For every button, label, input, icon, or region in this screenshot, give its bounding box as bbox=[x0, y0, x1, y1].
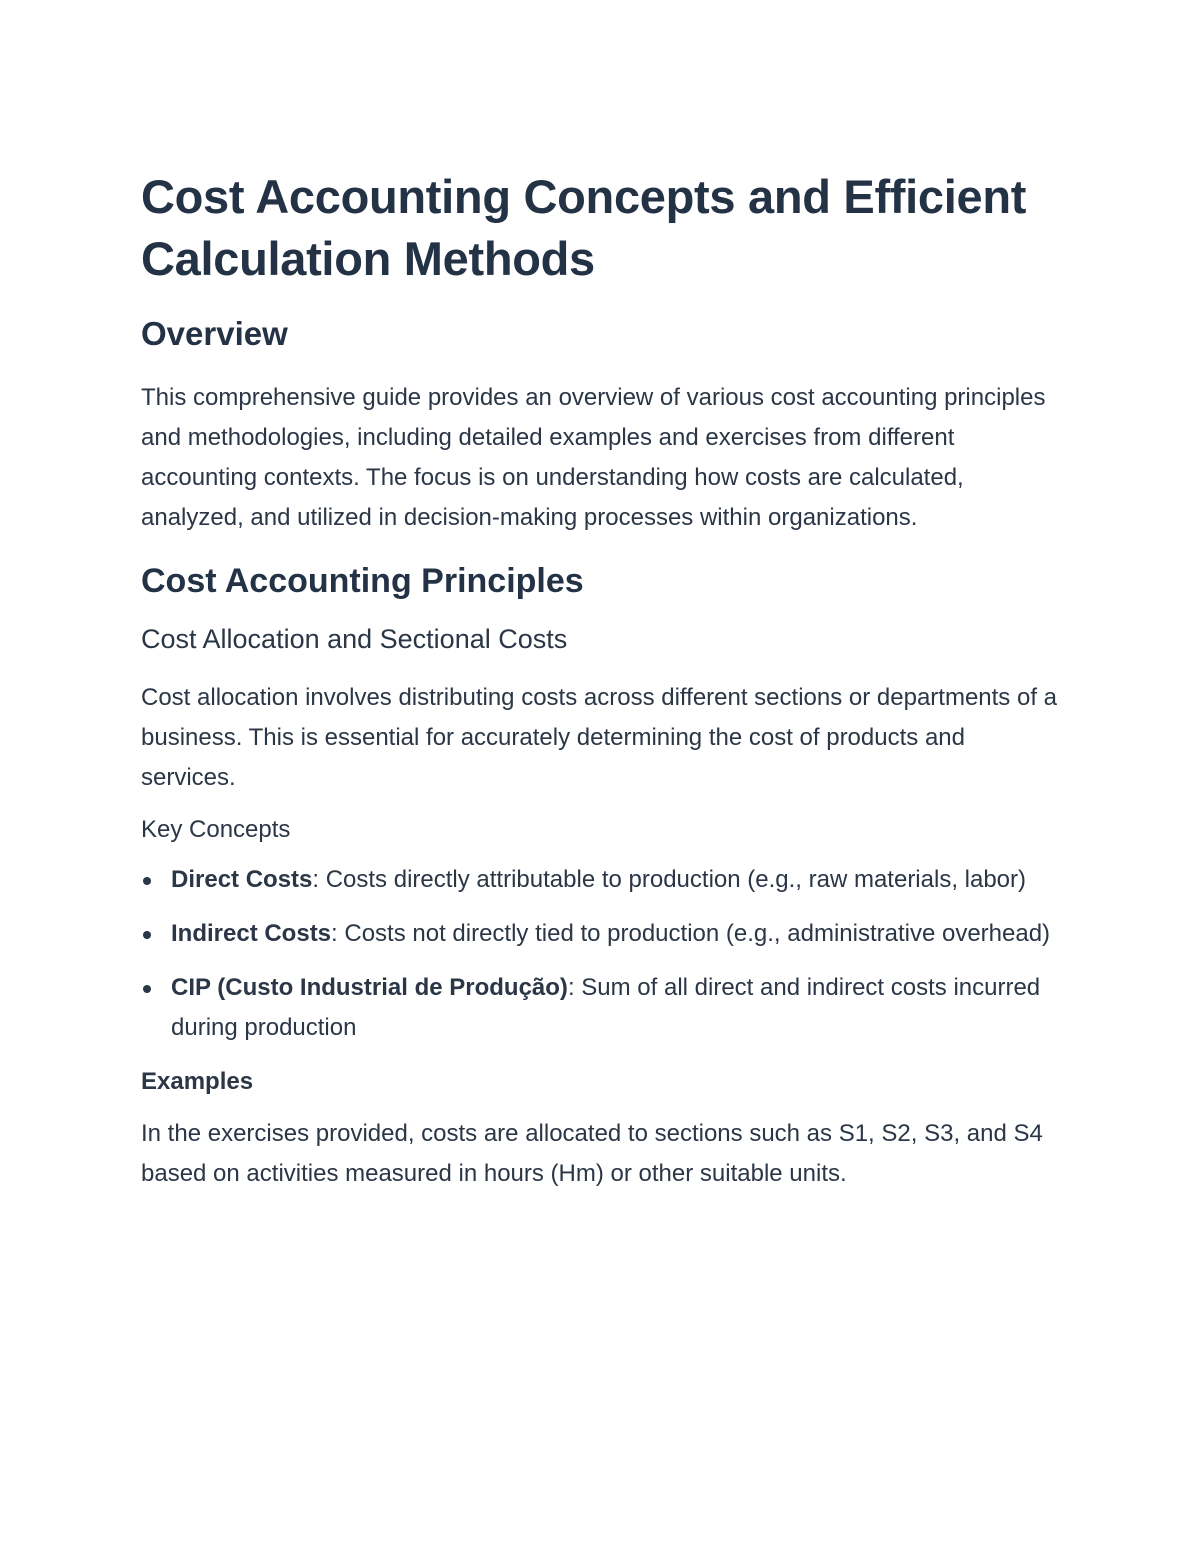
examples-paragraph: In the exercises provided, costs are allocated to sections such as S1, S2, S3, and S4 based on activities measured in hours (Hm) or other suitable units. bbox=[141, 1120, 1043, 1187]
document-title: Cost Accounting Concepts and Efficient Calculation Methods bbox=[141, 170, 1027, 285]
cost-allocation-heading: Cost Allocation and Sectional Costs bbox=[141, 624, 568, 654]
list-item-description: : Costs directly attributable to production (e.g., raw materials, labor) bbox=[312, 866, 1027, 893]
key-concepts-list bbox=[141, 860, 1066, 1048]
bullet-icon bbox=[143, 931, 151, 939]
examples-label: Examples bbox=[141, 1068, 254, 1095]
list-item-description: : Sum of all direct and indirect costs incurred during production bbox=[171, 974, 1041, 1041]
overview-heading: Overview bbox=[141, 315, 288, 352]
list-item bbox=[141, 968, 1066, 1048]
cost-allocation-paragraph: Cost allocation involves distributing costs across different sections or departments of a business. This is essential for accurately determining the cost of products and services. bbox=[141, 684, 1058, 791]
overview-paragraph: This comprehensive guide provides an overview of various cost accounting principles and methodologies, including detailed examples and exercises from different accounting contexts. The focus is on understanding how costs are calculated, analyzed, and utilized in decision-making processes within organizations. bbox=[141, 384, 1046, 531]
document-page bbox=[141, 166, 1066, 1194]
principles-heading: Cost Accounting Principles bbox=[141, 562, 584, 600]
bullet-icon bbox=[143, 877, 151, 885]
bullet-icon bbox=[143, 985, 151, 993]
list-item-term: Direct Costs bbox=[171, 866, 313, 893]
key-concepts-label: Key Concepts bbox=[141, 816, 291, 843]
list-item-term: CIP (Custo Industrial de Produção) bbox=[171, 974, 568, 1001]
list-item-term: Indirect Costs bbox=[171, 920, 332, 947]
list-item-description: : Costs not directly tied to production (e.g., administrative overhead) bbox=[331, 920, 1051, 947]
list-item bbox=[141, 914, 1066, 954]
list-item bbox=[141, 860, 1066, 900]
